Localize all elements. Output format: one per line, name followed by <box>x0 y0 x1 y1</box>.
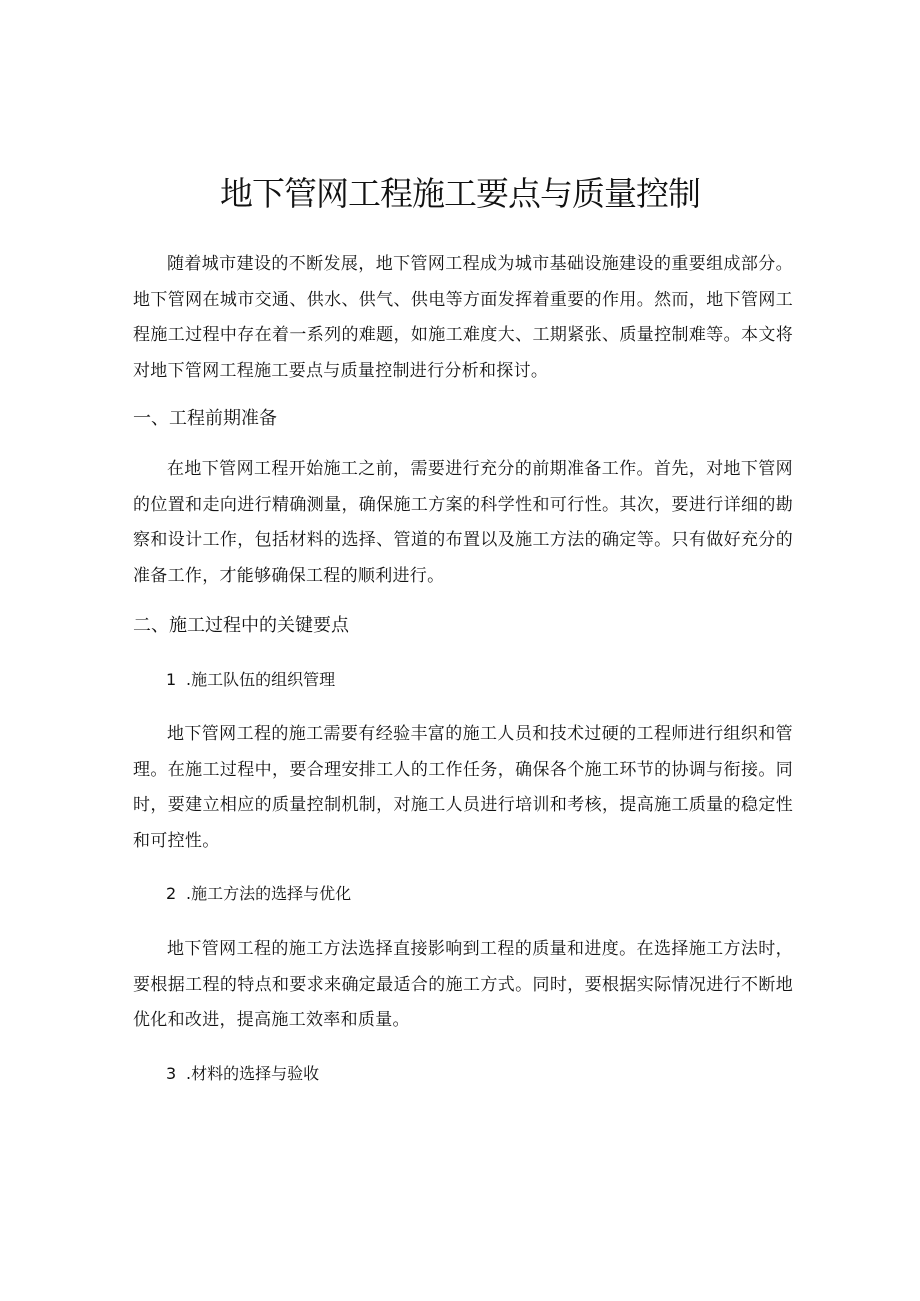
subsection-heading-method-selection <box>166 881 351 907</box>
section-paragraph-preparation: 在地下管网工程开始施工之前，需要进行充分的前期准备工作。首先，对地下管网的位置和走向进行精确测量，确保施工方案的科学性和可行性。其次，要进行详细的勘察和设计工作，包括材料的选择、管道的布置以及施工方法的确定等。只有做好充分的准备工作，才能够确保工程的顺利进行。 <box>133 459 793 586</box>
intro-paragraph: 随着城市建设的不断发展，地下管网工程成为城市基础设施建设的重要组成部分。地下管网在城市交通、供水、供气、供电等方面发挥着重要的作用。然而，地下管网工程施工过程中存在着一系列的难题，如施工难度大、工期紧张、质量控制难等。本文将对地下管网工程施工要点与质量控制进行分析和探讨。 <box>133 254 793 381</box>
document-title: 地下管网工程施工要点与质量控制 <box>220 174 700 213</box>
subsection-title: .材料的选择与验收 <box>186 1064 320 1083</box>
subsection-number: 1 <box>166 670 177 689</box>
subsection-paragraph-method-selection: 地下管网工程的施工方法选择直接影响到工程的质量和进度。在选择施工方法时，要根据工程的特点和要求来确定最适合的施工方式。同时，要根据实际情况进行不断地优化和改进，提高施工效率和质量。 <box>133 939 793 1030</box>
subsection-number: 2 <box>166 884 177 903</box>
section-heading-key-points: 二、施工过程中的关键要点 <box>133 615 349 636</box>
subsection-paragraph-team-management: 地下管网工程的施工需要有经验丰富的施工人员和技术过硬的工程师进行组织和管理。在施工过程中，要合理安排工人的工作任务，确保各个施工环节的协调与衔接。同时，要建立相应的质量控制机制，对施工人员进行培训和考核，提高施工质量的稳定性和可控性。 <box>133 724 793 851</box>
subsection-heading-team-management <box>166 667 335 693</box>
subsection-title: .施工方法的选择与优化 <box>186 884 352 903</box>
subsection-number: 3 <box>166 1064 177 1083</box>
section-heading-preparation: 一、工程前期准备 <box>133 408 277 429</box>
subsection-heading-material-selection <box>166 1061 319 1087</box>
subsection-title: .施工队伍的组织管理 <box>186 670 336 689</box>
